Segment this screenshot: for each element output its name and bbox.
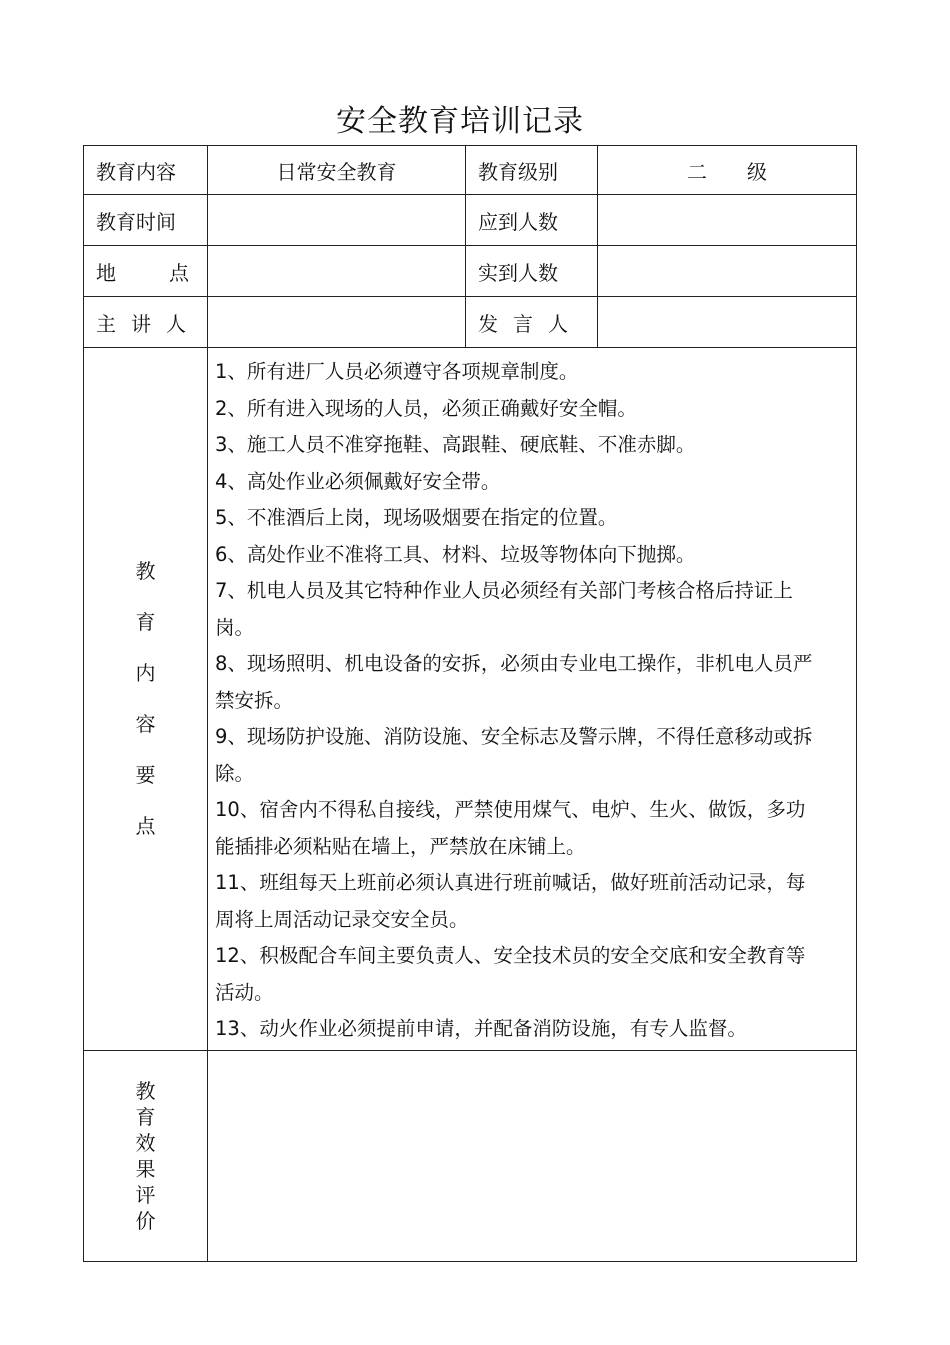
evaluation-label-char: 果 bbox=[135, 1156, 156, 1181]
evaluation-label-char: 效 bbox=[135, 1130, 156, 1155]
label-expected-attendees: 应到人数 bbox=[466, 195, 598, 246]
training-record-table bbox=[83, 145, 857, 1262]
page-title: 安全教育培训记录 bbox=[336, 104, 584, 139]
content-points-list bbox=[208, 348, 857, 1051]
content-point: 6、高处作业不准将工具、材料、垃圾等物体向下抛掷。 bbox=[215, 542, 696, 566]
evaluation-label-char: 教 bbox=[135, 1078, 156, 1103]
value-evaluation bbox=[208, 1050, 857, 1261]
value-education-content: 日常安全教育 bbox=[208, 146, 466, 195]
label-speaker bbox=[466, 297, 598, 348]
content-point: 8、现场照明、机电设备的安拆，必须由专业电工操作，非机电人员严禁安拆。 bbox=[215, 652, 813, 712]
label-actual-attendees: 实到人数 bbox=[466, 246, 598, 297]
row-location-actual bbox=[84, 246, 857, 297]
value-location bbox=[208, 246, 466, 297]
label-content-points bbox=[84, 348, 208, 1051]
location-char-1: 地 bbox=[96, 260, 116, 285]
content-point: 9、现场防护设施、消防设施、安全标志及警示牌，不得任意移动或拆除。 bbox=[215, 725, 813, 785]
content-label-char: 容 bbox=[135, 711, 156, 736]
value-speaker bbox=[598, 297, 857, 348]
evaluation-label-char: 评 bbox=[135, 1182, 156, 1207]
value-lecturer bbox=[208, 297, 466, 348]
speaker-char-2: 言 bbox=[513, 311, 533, 336]
lecturer-char-2: 讲 bbox=[131, 311, 151, 336]
level-char-2: 级 bbox=[747, 159, 767, 184]
speaker-char-3: 人 bbox=[548, 311, 568, 336]
content-point: 3、施工人员不准穿拖鞋、高跟鞋、硬底鞋、不准赤脚。 bbox=[215, 433, 696, 456]
lecturer-char-3: 人 bbox=[166, 311, 186, 336]
evaluation-label-char: 价 bbox=[135, 1208, 156, 1233]
label-evaluation bbox=[84, 1050, 208, 1261]
content-label-char: 教 bbox=[135, 558, 156, 583]
row-content-level bbox=[84, 146, 857, 195]
lecturer-char-1: 主 bbox=[96, 311, 116, 336]
value-actual-attendees bbox=[598, 246, 857, 297]
row-content-points bbox=[84, 348, 857, 1051]
content-point: 11、班组每天上班前必须认真进行班前喊话，做好班前活动记录，每周将上周活动记录交安全员。 bbox=[215, 871, 806, 931]
content-label-char: 要 bbox=[135, 762, 156, 787]
value-education-time bbox=[208, 195, 466, 246]
evaluation-label-char: 育 bbox=[135, 1104, 156, 1129]
content-point: 12、积极配合车间主要负责人、安全技术员的安全交底和安全教育等活动。 bbox=[215, 944, 806, 1004]
label-education-level: 教育级别 bbox=[466, 146, 598, 195]
label-lecturer bbox=[84, 297, 208, 348]
content-point: 4、高处作业必须佩戴好安全带。 bbox=[215, 469, 501, 493]
label-location bbox=[84, 246, 208, 297]
content-point: 1、所有进厂人员必须遵守各项规章制度。 bbox=[215, 360, 579, 383]
level-char-1: 二 bbox=[687, 159, 707, 184]
speaker-char-1: 发 bbox=[478, 311, 498, 336]
value-education-level bbox=[598, 146, 857, 195]
content-point: 2、所有进入现场的人员，必须正确戴好安全帽。 bbox=[215, 396, 637, 420]
content-point: 5、不准酒后上岗，现场吸烟要在指定的位置。 bbox=[215, 506, 618, 529]
row-time-expected bbox=[84, 195, 857, 246]
content-point: 7、机电人员及其它特种作业人员必须经有关部门考核合格后持证上岗。 bbox=[215, 579, 793, 639]
content-label-char: 育 bbox=[135, 609, 156, 634]
content-label-char: 内 bbox=[135, 660, 156, 685]
row-evaluation bbox=[84, 1050, 857, 1261]
content-point: 10、宿舍内不得私自接线，严禁使用煤气、电炉、生火、做饭，多功能插排必须粘贴在墙上，严禁放在床铺上。 bbox=[215, 798, 806, 858]
content-point: 13、动火作业必须提前申请，并配备消防设施，有专人监督。 bbox=[215, 1017, 747, 1040]
row-speaker bbox=[84, 297, 857, 348]
label-education-content: 教育内容 bbox=[84, 146, 208, 195]
content-label-char: 点 bbox=[135, 813, 156, 838]
value-expected-attendees bbox=[598, 195, 857, 246]
label-education-time: 教育时间 bbox=[84, 195, 208, 246]
location-char-2: 点 bbox=[169, 260, 189, 285]
